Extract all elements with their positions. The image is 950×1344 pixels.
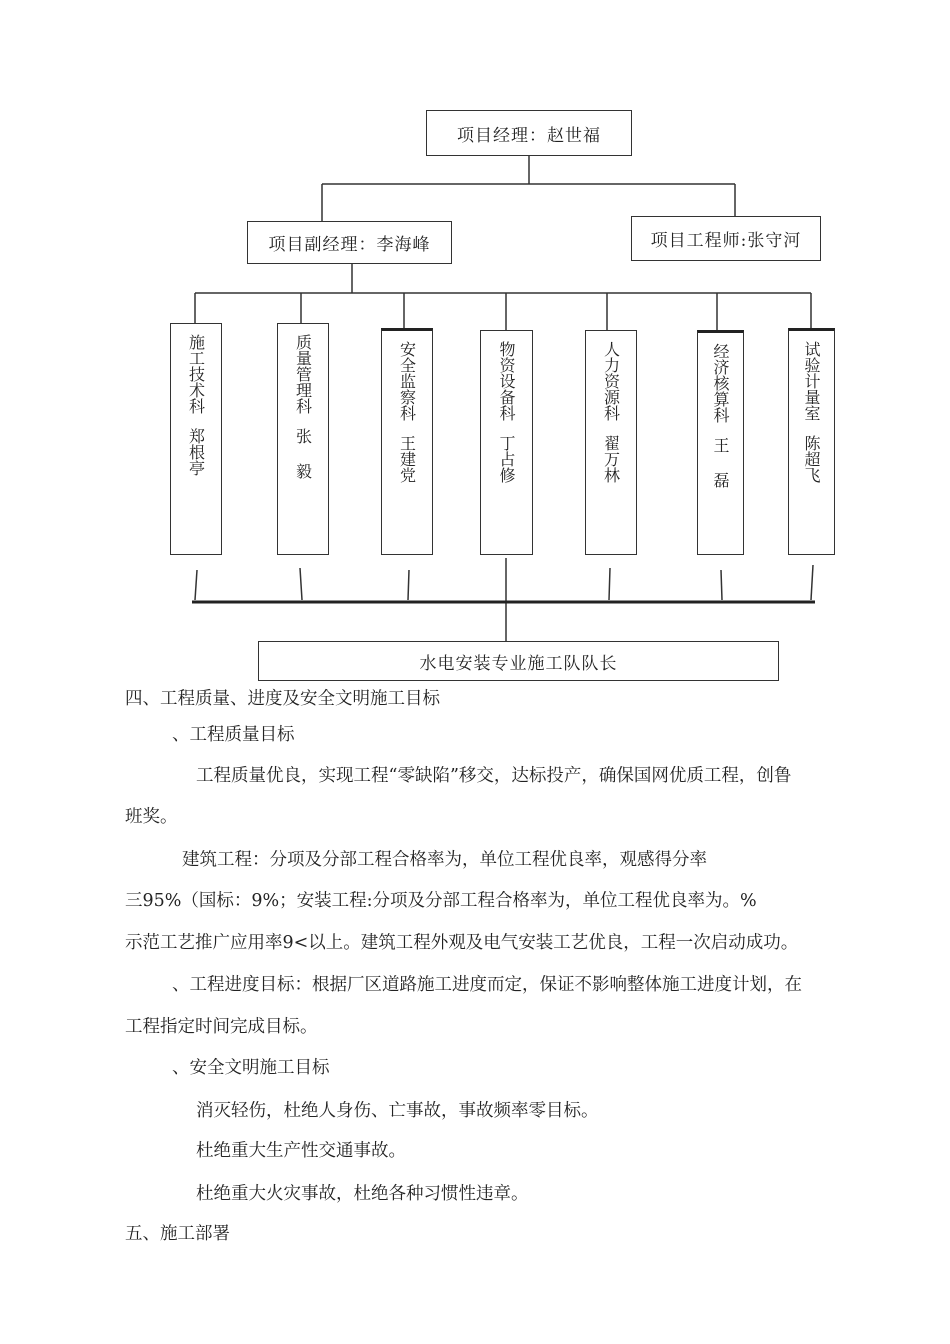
project-manager-label: 项目经理：赵世福 (457, 125, 601, 146)
department-name: 安全监察科 (397, 341, 417, 421)
project-manager-box (426, 110, 632, 156)
safety-goal-heading: 、安全文明施工目标 (172, 1058, 330, 1078)
quality-paragraph-line: 示范工艺推广应用率9<以上。建筑工程外观及电气安装工艺优良，工程一次启动成功。 (125, 933, 799, 953)
quality-paragraph-line: 建筑工程：分项及分部工程合格率为，单位工程优良率，观感得分率 (182, 850, 707, 870)
department-name: 物资设备科 (497, 341, 516, 421)
quality-paragraph-line: 班奖。 (125, 807, 178, 827)
quality-paragraph-line: 工程质量优良，实现工程“零缺陷”移交，达标投产，确保国网优质工程，创鲁 (196, 766, 792, 786)
department-head: 陈超飞 (802, 435, 821, 483)
department-name: 试验计量室 (802, 341, 821, 421)
quality-paragraph-line: 三95%（国标：9%；安装工程:分项及分部工程合格率为，单位工程优良率为。% (125, 891, 757, 911)
section5-heading: 五、施工部署 (125, 1224, 230, 1244)
team-leader-label: 水电安装专业施工队队长 (419, 653, 618, 674)
department-box-test-metrology (788, 328, 835, 555)
department-box-economic-accounting (697, 330, 744, 555)
progress-goal-line: 工程指定时间完成目标。 (125, 1017, 318, 1037)
progress-goal-line: 、工程进度目标：根据厂区道路施工进度而定，保证不影响整体施工进度计划，在 (172, 975, 802, 995)
deputy-manager-box (247, 221, 452, 264)
department-head: 丁占修 (497, 435, 516, 483)
department-head: 郑根亭 (186, 428, 206, 476)
chief-engineer-box (631, 216, 821, 261)
department-head: 王建党 (397, 435, 417, 483)
safety-goal-item: 消灭轻伤，杜绝人身伤、亡事故，事故频率零目标。 (196, 1101, 599, 1121)
section4-heading: 四、工程质量、进度及安全文明施工目标 (125, 689, 440, 709)
deputy-manager-label: 项目副经理：李海峰 (268, 235, 431, 255)
department-head: 翟万林 (601, 435, 621, 483)
chief-engineer-label: 项目工程师:张守河 (650, 231, 802, 251)
department-name: 质量管理科 (293, 334, 313, 414)
department-box-materials (480, 330, 533, 555)
department-name: 经济核算科 (711, 343, 730, 423)
department-head: 王 磊 (711, 437, 730, 488)
department-head: 张 毅 (293, 428, 313, 479)
safety-goal-item: 杜绝重大生产性交通事故。 (196, 1141, 406, 1161)
department-box-human-resources (585, 330, 637, 555)
department-box-safety (381, 328, 433, 555)
department-name: 施工技术科 (186, 334, 206, 414)
department-box-quality (277, 323, 329, 555)
department-name: 人力资源科 (601, 341, 621, 421)
quality-goal-heading: 、工程质量目标 (172, 725, 295, 745)
department-box-construction-tech (170, 323, 222, 555)
team-leader-box (258, 641, 779, 681)
safety-goal-item: 杜绝重大火灾事故，杜绝各种习惯性违章。 (196, 1184, 529, 1204)
